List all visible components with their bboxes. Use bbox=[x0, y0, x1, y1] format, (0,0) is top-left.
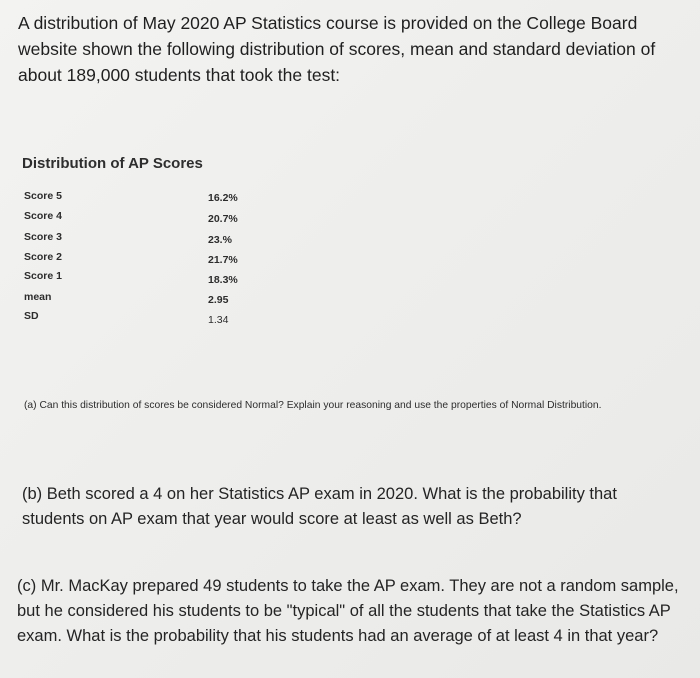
row-label: Score 1 bbox=[24, 270, 62, 282]
row-value: 20.7% bbox=[208, 213, 238, 225]
row-value: 2.95 bbox=[208, 294, 229, 306]
row-value: 21.7% bbox=[208, 254, 238, 266]
intro-paragraph: A distribution of May 2020 AP Statistics course is provided on the College Board website shown the following distribution of scores, mean and standard deviation of about 189,000 students that took the test: bbox=[18, 13, 656, 85]
row-label: Score 4 bbox=[24, 210, 62, 222]
row-value: 23.% bbox=[208, 234, 232, 246]
row-label: Score 5 bbox=[24, 190, 62, 202]
row-value: 16.2% bbox=[208, 192, 238, 204]
question-b: (b) Beth scored a 4 on her Statistics AP exam in 2020. What is the probability that students on AP exam that year would score at least as well as Beth? bbox=[22, 485, 617, 528]
row-label: Score 2 bbox=[24, 251, 62, 263]
row-label: SD bbox=[24, 310, 39, 322]
table-title: Distribution of AP Scores bbox=[22, 155, 203, 172]
row-label: mean bbox=[24, 291, 52, 303]
row-value: 18.3% bbox=[208, 274, 238, 286]
question-a: (a) Can this distribution of scores be considered Normal? Explain your reasoning and use the properties of Normal Distribution. bbox=[24, 400, 602, 411]
question-c: (c) Mr. MacKay prepared 49 students to take the AP exam. They are not a random sample, but he considered his students to be "typical" of all the students that take the Statistics AP exam. What is the probability that his students had an average of at least 4 in that year? bbox=[17, 577, 679, 645]
row-value: 1.34 bbox=[208, 314, 229, 326]
row-label: Score 3 bbox=[24, 231, 62, 243]
